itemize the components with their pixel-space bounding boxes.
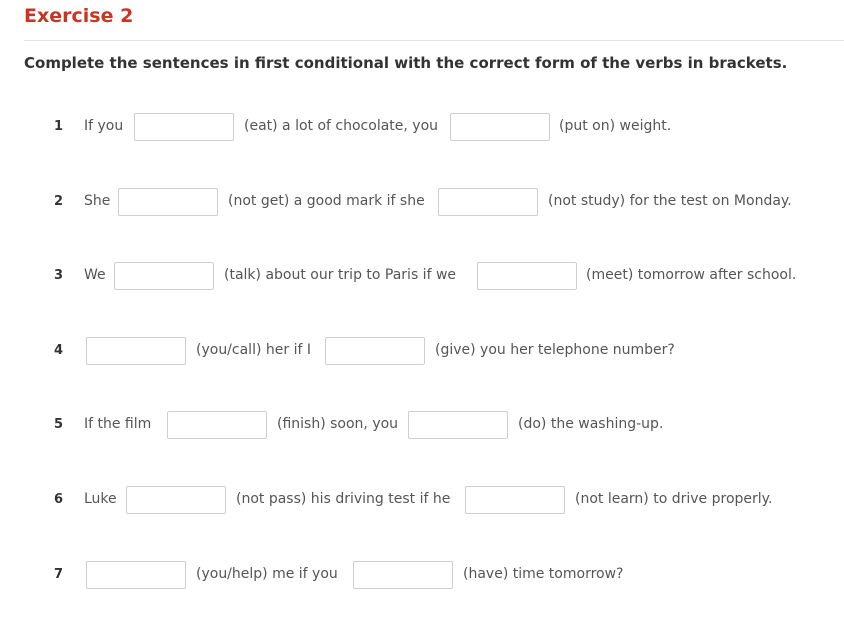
item-text-before: We [84,267,106,283]
item-text-middle: (talk) about our trip to Paris if we [224,267,457,283]
answer-input-1a[interactable] [134,113,234,141]
item-text-after: (not learn) to drive properly. [575,491,773,507]
item-text-before: If the film [84,416,152,432]
answer-input-2b[interactable] [438,188,538,216]
item-text-after: (meet) tomorrow after school. [586,267,797,283]
item-text-after: (give) you her telephone number? [435,342,675,358]
item-text-middle: (not get) a good mark if she [228,193,425,209]
answer-input-7b[interactable] [353,561,453,589]
answer-input-6a[interactable] [126,486,226,514]
answer-input-1b[interactable] [450,113,550,141]
answer-input-4a[interactable] [86,337,186,365]
item-text-after: (not study) for the test on Monday. [548,193,792,209]
item-text-after: (have) time tomorrow? [463,566,624,582]
item-text-middle: (eat) a lot of chocolate, you [244,118,439,134]
item-text-before: If you [84,118,124,134]
answer-input-6b[interactable] [465,486,565,514]
exercise-item-1 [0,113,844,143]
answer-input-7a[interactable] [86,561,186,589]
item-text-before: She [84,193,111,209]
answer-input-3a[interactable] [114,262,214,290]
item-text-middle: (you/help) me if you [196,566,338,582]
exercise-item-4 [0,337,844,367]
exercise-instructions: Complete the sentences in first conditional with the correct form of the verbs in brackets. [24,54,788,72]
item-text-after: (put on) weight. [559,118,672,134]
item-number: 7 [54,567,64,582]
item-number: 2 [54,194,64,209]
exercise-item-2 [0,188,844,218]
item-text-middle: (you/call) her if I [196,342,311,358]
item-text-middle: (finish) soon, you [277,416,399,432]
exercise-title: Exercise 2 [24,5,134,27]
item-text-middle: (not pass) his driving test if he [236,491,451,507]
exercise-item-3 [0,262,844,292]
exercise-item-5 [0,411,844,441]
item-text-after: (do) the washing-up. [518,416,664,432]
answer-input-4b[interactable] [325,337,425,365]
answer-input-5b[interactable] [408,411,508,439]
answer-input-5a[interactable] [167,411,267,439]
item-number: 1 [54,119,64,134]
item-number: 5 [54,417,64,432]
answer-input-2a[interactable] [118,188,218,216]
exercise-item-7 [0,561,844,591]
item-number: 4 [54,343,64,358]
item-number: 3 [54,268,64,283]
item-number: 6 [54,492,64,507]
exercise-item-6 [0,486,844,516]
answer-input-3b[interactable] [477,262,577,290]
item-text-before: Luke [84,491,117,507]
title-divider [24,40,844,41]
